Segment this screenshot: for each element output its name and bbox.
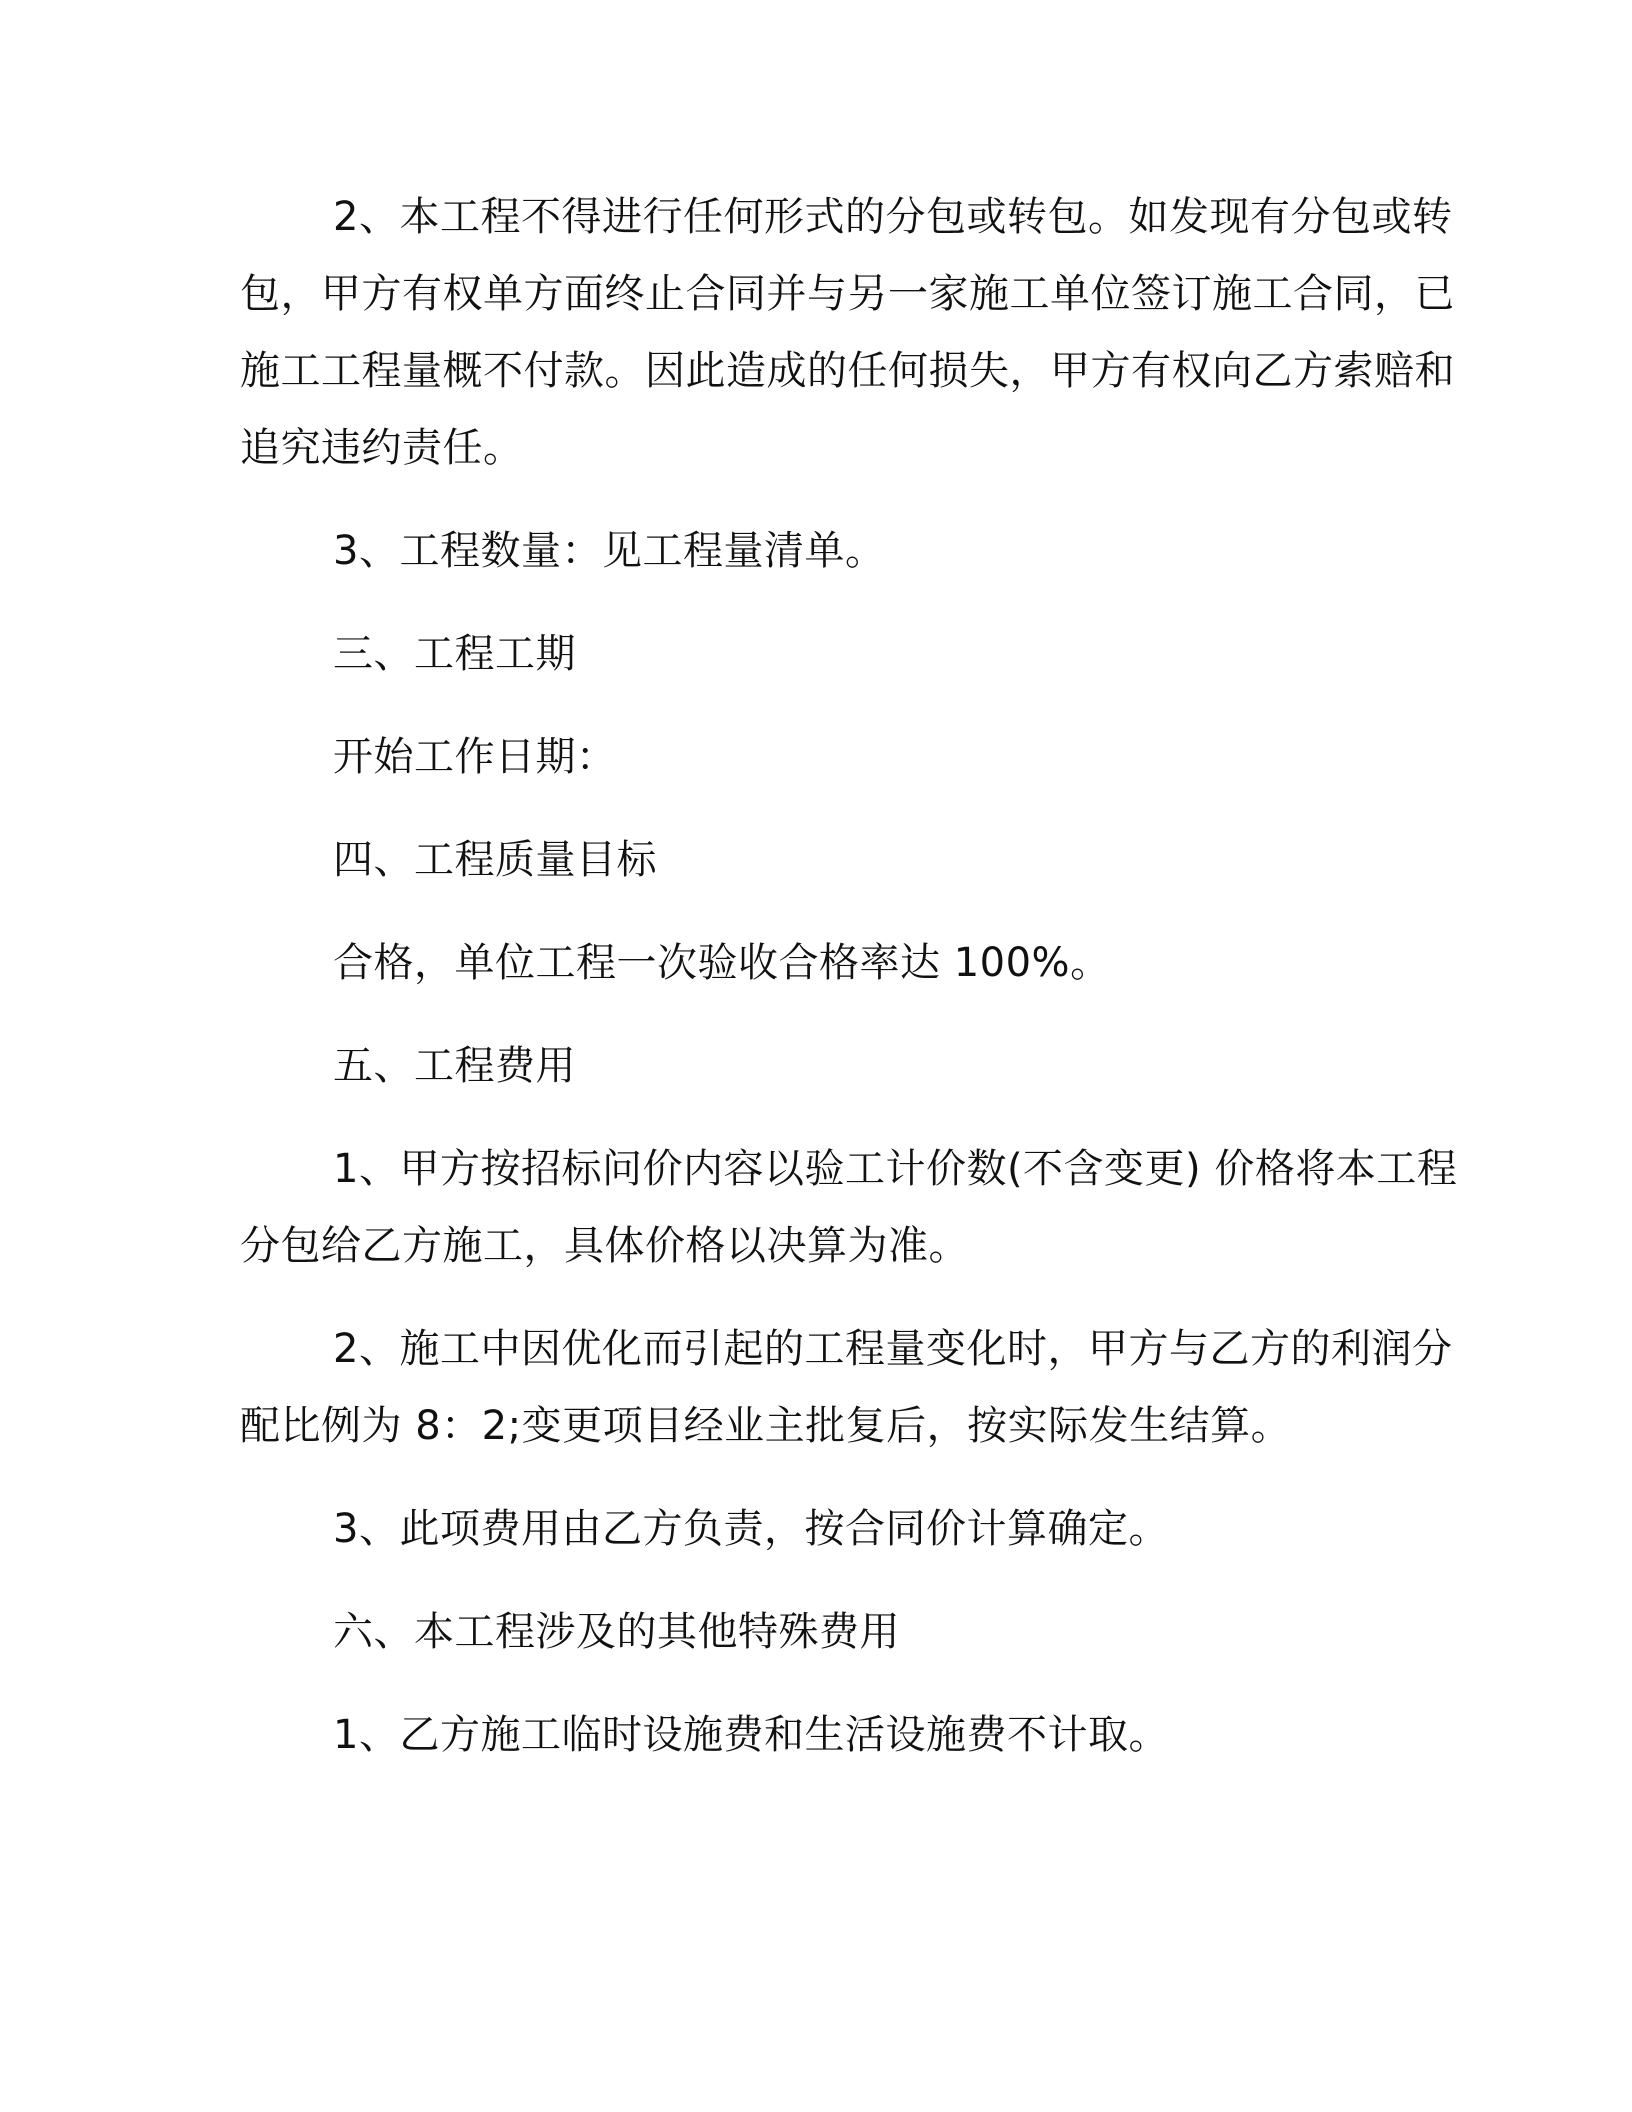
section-6-heading: 六、本工程涉及的其他特殊费用 bbox=[333, 1609, 900, 1655]
paragraph-line: 2、施工中因优化而引起的工程量变化时，甲方与乙方的利润分 bbox=[333, 1326, 1453, 1372]
paragraph-line: 分包给乙方施工，具体价格以决算为准。 bbox=[240, 1223, 969, 1269]
paragraph-line: 配比例为 8：2;变更项目经业主批复后，按实际发生结算。 bbox=[240, 1403, 1292, 1449]
paragraph-line: 施工工程量概不付款。因此造成的任何损失，甲方有权向乙方索赔和 bbox=[240, 348, 1455, 394]
paragraph-line: 包，甲方有权单方面终止合同并与另一家施工单位签订施工合同，已 bbox=[240, 271, 1455, 317]
start-date-label: 开始工作日期： bbox=[333, 734, 617, 780]
section-5-heading: 五、工程费用 bbox=[333, 1043, 576, 1089]
paragraph-line: 2、本工程不得进行任何形式的分包或转包。如发现有分包或转 bbox=[333, 194, 1453, 240]
fee-clause-3: 3、此项费用由乙方负责，按合同价计算确定。 bbox=[333, 1506, 1169, 1552]
quality-target: 合格，单位工程一次验收合格率达 100%。 bbox=[333, 940, 1111, 986]
section-4-heading: 四、工程质量目标 bbox=[333, 837, 657, 883]
paragraph-line: 1、甲方按招标问价内容以验工计价数(不含变更) 价格将本工程 bbox=[333, 1146, 1458, 1192]
paragraph-line: 追究违约责任。 bbox=[240, 425, 524, 471]
section-3-heading: 三、工程工期 bbox=[333, 631, 576, 677]
special-fee-clause-1: 1、乙方施工临时设施费和生活设施费不计取。 bbox=[333, 1712, 1169, 1758]
clause-3-quantity: 3、工程数量：见工程量清单。 bbox=[333, 528, 886, 574]
